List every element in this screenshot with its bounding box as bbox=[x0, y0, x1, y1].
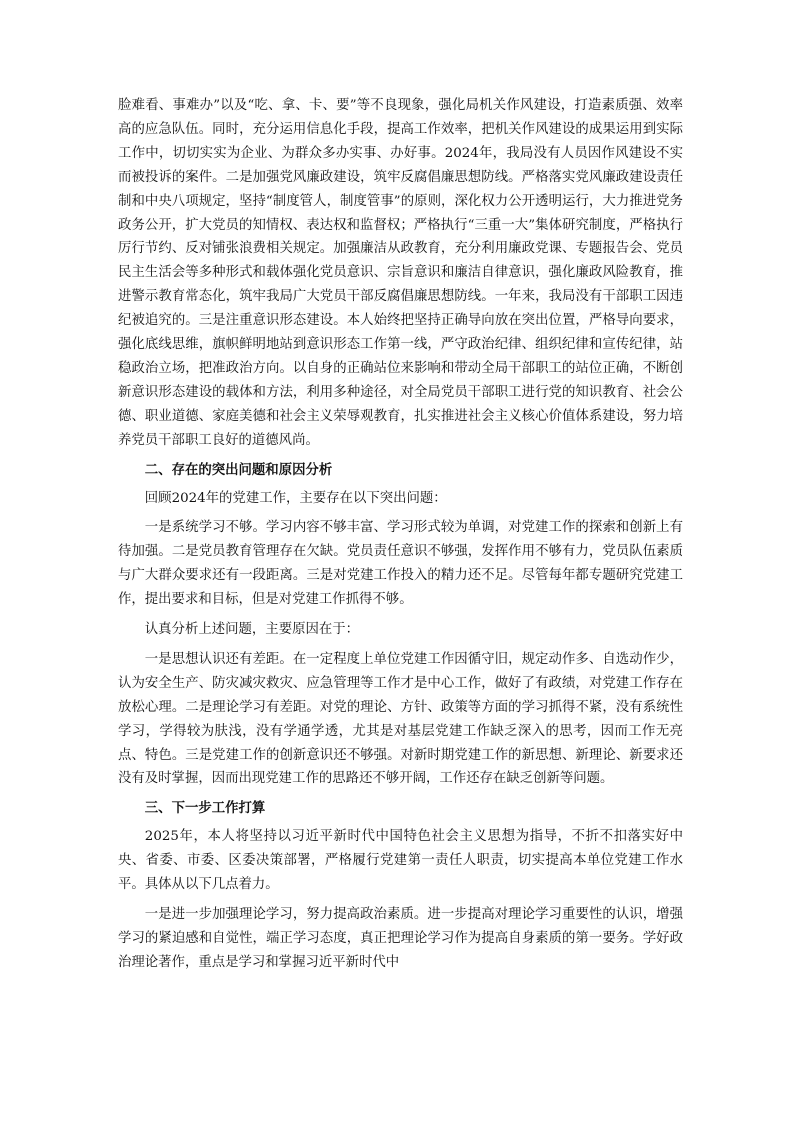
body-paragraph: 回顾2024年的党建工作，主要存在以下突出问题： bbox=[144, 490, 447, 506]
body-paragraph: 认真分析上述问题，主要原因在于： bbox=[144, 622, 360, 638]
body-paragraph: 一是进一步加强理论学习，努力提高政治素质。进一步提高对理论学习重要性的认识，增强学习的紧迫感和自觉性，端正学习态度，真正把理论学习作为提高自身素质的第一要务。学好政治理论著作，重点是学习和掌握习近平新时代中 bbox=[118, 907, 683, 970]
body-paragraph: 2025年，本人将坚持以习近平新时代中国特色社会主义思想为指导，不折不扣落实好中央、省委、市委、区委决策部署，严格履行党建第一责任人职责，切实提高本单位党建工作水平。具体从以下几点着力。 bbox=[118, 829, 683, 893]
body-paragraph: 一是思想认识还有差距。在一定程度上单位党建工作因循守旧，规定动作多、自选动作少，认为安全生产、防灾减灾救灾、应急管理等工作才是中心工作，做好了有政绩，对党建工作存在放松心理。二是理论学习有差距。对党的理论、方针、政策等方面的学习抓得不紧，没有系统性学习，学得较为肤浅，没有学通学透，尤其是对基层党建工作缺乏深入的思考，因而工作无亮点、特色。三是党建工作的创新意识还不够强。对新时期党建工作的新思想、新理论、新要求还没有及时掌握，因而出现党建工作的思路还不够开阔，工作还存在缺乏创新等问题。 bbox=[118, 651, 683, 787]
section-heading: 三、下一步工作打算 bbox=[144, 801, 266, 817]
body-paragraph: 脸难看、事难办”以及“吃、拿、卡、要”等不良现象，强化局机关作风建设，打造素质强、效率高的应急队伍。同时，充分运用信息化手段，提高工作效率，把机关作风建设的成果运用到实际工作中，切切实实为企业、为群众多办实事、办好事。2024年，我局没有人员因作风建设不实而被投诉的案件。二是加强党风廉政建设，筑牢反腐倡廉思想防线。严格落实党风廉政建设责任制和中央八项规定，坚持“制度管人，制度管事”的原则，深化权力公开透明运行，大力推进党务政务公开，扩大党员的知情权、表达权和监督权；严格执行“三重一大”集体研究制度，严格执行厉行节约、反对铺张浪费相关规定。加强廉洁从政教育，充分利用廉政党课、专题报告会、党员民主生活会等多种形式和载体强化党员意识、宗旨意识和廉洁自律意识，强化廉政风险教育，推进警示教育常态化，筑牢我局广大党员干部反腐倡廉思想防线。一年来，我局没有干部职工因违纪被追究的。三是注重意识形态建设。本人始终把坚持正确导向放在突出位置，严格导向要求，强化底线思维，旗帜鲜明地站到意识形态工作第一线，严守政治纪律、组织纪律和宣传纪律，站稳政治立场，把准政治方向。以自身的正确站位来影响和带动全局干部职工的站位正确，不断创新意识形态建设的载体和方法，利用多种途径，对全局党员干部职工进行党的知识教育、社会公德、职业道德、家庭美德和社会主义荣辱观教育，扎实推进社会主义核心价值体系建设，努力培养党员干部职工良好的道德风尚。 bbox=[118, 98, 683, 448]
body-paragraph: 一是系统学习不够。学习内容不够丰富、学习形式较为单调，对党建工作的探索和创新上有待加强。二是党员教育管理存在欠缺。党员责任意识不够强，发挥作用不够有力，党员队伍素质与广大群众要求还有一段距离。三是对党建工作投入的精力还不足。尽管每年都专题研究党建工作，提出要求和目标，但是对党建工作抓得不够。 bbox=[118, 520, 683, 608]
section-heading: 二、存在的突出问题和原因分析 bbox=[144, 462, 333, 478]
document-page bbox=[118, 94, 683, 975]
